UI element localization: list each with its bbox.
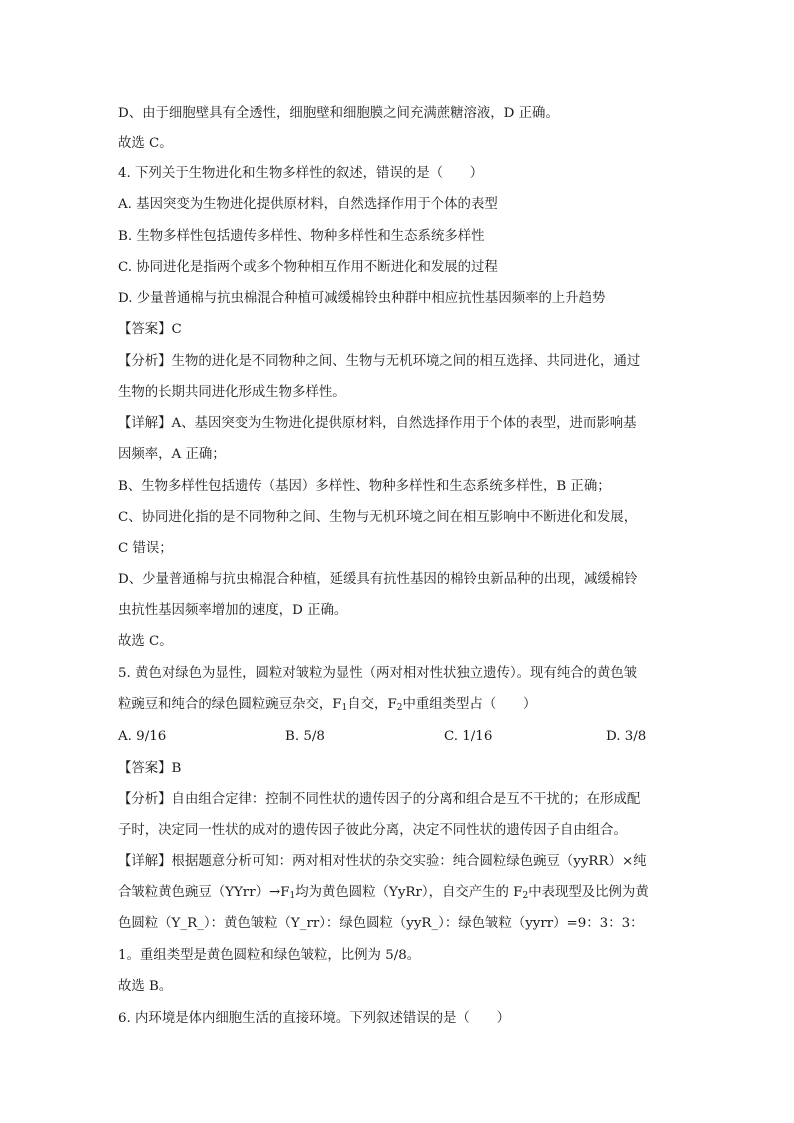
- question-5-options: [118, 727, 678, 747]
- question-5-stem: 粒豌豆和纯合的绿色圆粒豌豆杂交，$F_1$自交，$F_2$中重组类型占（ ）: [118, 697, 537, 713]
- detail-text: 【详解】A、基因突变为生物进化提供原材料，自然选择作用于个体的表型，进而影响基: [118, 416, 637, 431]
- answer-label: 【答案】B: [118, 761, 182, 776]
- detail-text: 虫抗性基因频率增加的速度，D 正确。: [118, 603, 348, 618]
- detail-text: D、少量普通棉与抗虫棉混合种植，延缓具有抗性基因的棉铃虫新品种的出现，减缓棉铃: [118, 572, 638, 587]
- text-line: D、由于细胞壁具有全透性，细胞壁和细胞膜之间充满蔗糖溶液，D 正确。: [118, 106, 559, 121]
- detail-text: 1。重组类型是黄色圆粒和绿色皱粒，比例为 5/8。: [118, 948, 421, 963]
- option-b: B. 5/8: [285, 729, 325, 744]
- detail-text: 因频率，A 正确；: [118, 447, 226, 462]
- analysis-text: 【分析】自由组合定律：控制不同性状的遗传因子的分离和组合是互不干扰的；在形成配: [118, 792, 641, 807]
- detail-text: 色圆粒（Y_R_）：黄色皱粒（Y_rr）：绿色圆粒（yyR_）：绿色皱粒（yyrr）=9：3：3：: [118, 916, 644, 931]
- question-6-stem: 6. 内环境是体内细胞生活的直接环境。下列叙述错误的是（ ）: [118, 1011, 510, 1026]
- analysis-text: 生物的长期共同进化形成生物多样性。: [118, 385, 346, 400]
- detail-text: B、生物多样性包括遗传（基因）多样性、物种多样性和生态系统多样性，B 正确；: [118, 479, 611, 494]
- option-d: D. 3/8: [606, 729, 647, 744]
- option-d: D. 少量普通棉与抗虫棉混合种植可减缓棉铃虫种群中相应抗性基因频率的上升趋势: [118, 291, 606, 306]
- question-5-stem: 5. 黄色对绿色为显性，圆粒对皱粒为显性（两对相对性状独立遗传）。现有纯合的黄色皱: [118, 666, 638, 681]
- analysis-text: 【分析】生物的进化是不同物种之间、生物与无机环境之间的相互选择、共同进化，通过: [118, 354, 641, 369]
- detail-text: C、协同进化指的是不同物种之间、生物与无机环境之间在相互影响中不断进化和发展，: [118, 510, 638, 525]
- answer-label: 【答案】C: [118, 322, 182, 337]
- detail-text: 合皱粒黄色豌豆$(YYrr)\to F_1$均为黄色圆粒（YyRr），自交产生的 $F_2$中表现型及比例为黄: [118, 885, 649, 901]
- analysis-text: 子时，决定同一性状的成对的遗传因子彼此分离，决定不同性状的遗传因子自由组合。: [118, 823, 627, 838]
- option-a: A. 基因突变为生物进化提供原材料，自然选择作用于个体的表型: [118, 197, 498, 212]
- option-c: C. 1/16: [444, 729, 493, 744]
- detail-text: C 错误；: [118, 541, 173, 556]
- option-a: A. 9/16: [118, 729, 167, 744]
- question-4-stem: 4. 下列关于生物进化和生物多样性的叙述，错误的是（ ）: [118, 166, 484, 181]
- option-c: C. 协同进化是指两个或多个物种相互作用不断进化和发展的过程: [118, 260, 498, 275]
- detail-text: 【详解】根据题意分析可知：两对相对性状的杂交实验：纯合圆粒绿色豌豆（yyRR）×纯: [118, 854, 647, 869]
- text-line: 故选 B。: [118, 979, 173, 994]
- text-line: 故选 C。: [118, 136, 173, 151]
- text-line: 故选 C。: [118, 634, 173, 649]
- option-b: B. 生物多样性包括遗传多样性、物种多样性和生态系统多样性: [118, 229, 485, 244]
